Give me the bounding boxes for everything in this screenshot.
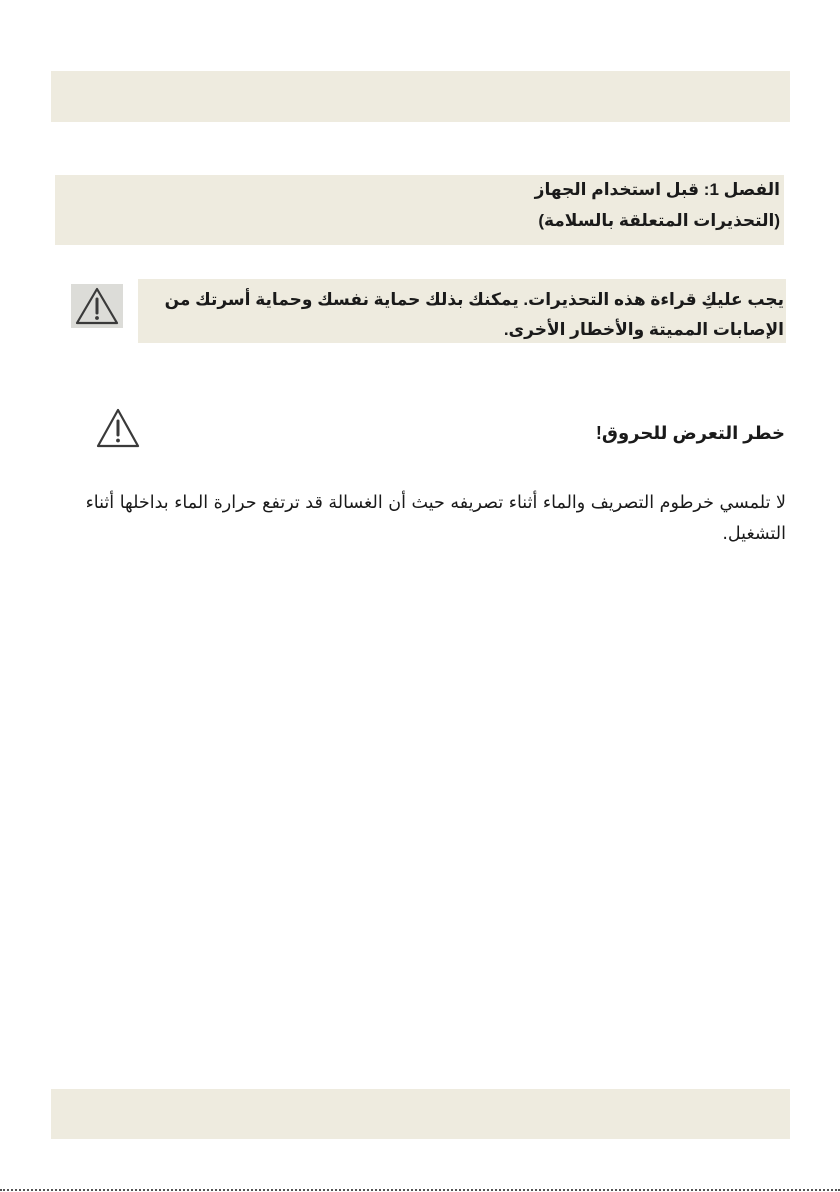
safety-warning-text: يجب عليكِ قراءة هذه التحذيرات. يمكنك بذلك حماية نفسك وحماية أسرتك من الإصابات المميتة والأخطار الأخرى. [164, 290, 784, 339]
chapter-subtitle: (التحذيرات المتعلقة بالسلامة) [538, 211, 780, 230]
chapter-heading-box [55, 175, 784, 245]
page-bottom-divider [0, 1189, 840, 1191]
warning-triangle-icon [71, 284, 123, 328]
burn-hazard-title: خطر التعرض للحروق! [595, 423, 785, 443]
burn-hazard-body: لا تلمسي خرطوم التصريف والماء أثناء تصريفه حيث أن الغسالة قد ترتفع حرارة الماء بداخلها أثناء التشغيل. [85, 493, 786, 544]
page-footer-band [51, 1089, 790, 1139]
chapter-title: الفصل 1: قبل استخدام الجهاز [534, 180, 780, 199]
page-header-band [51, 71, 790, 122]
safety-warning-box [138, 279, 786, 343]
warning-triangle-icon [95, 407, 141, 449]
